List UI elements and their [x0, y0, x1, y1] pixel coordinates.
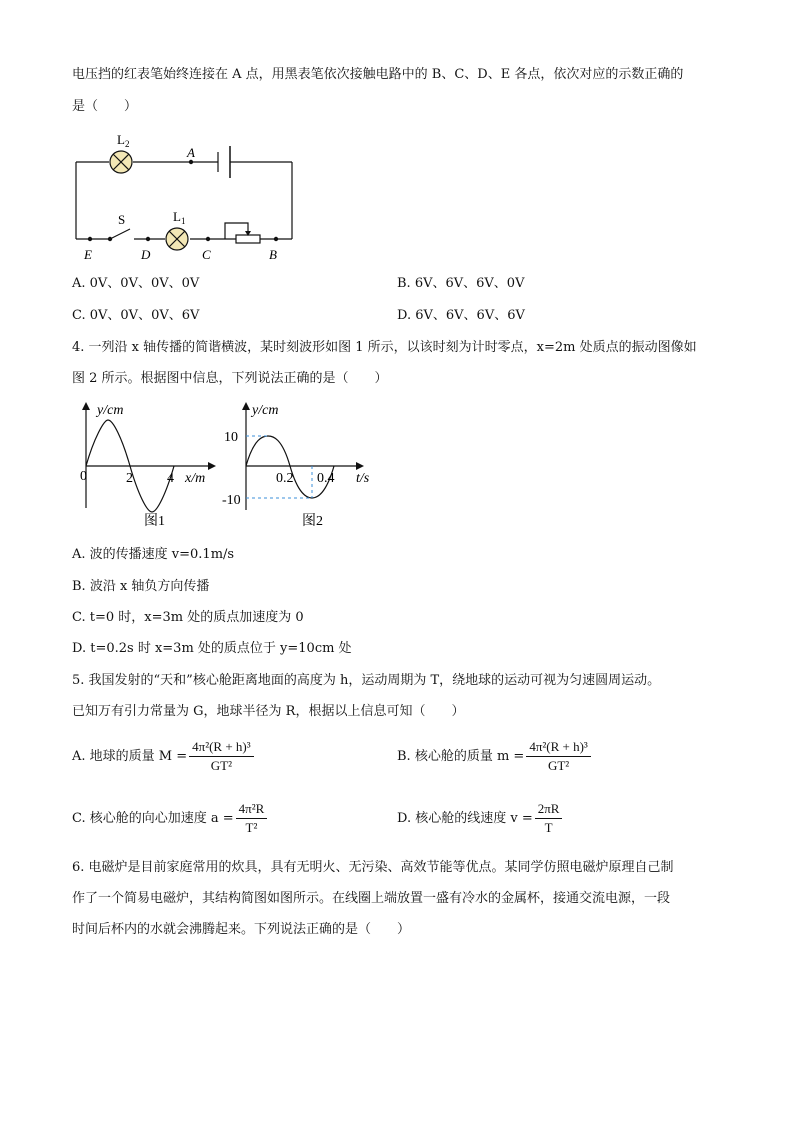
q6-line1: 6. 电磁炉是目前家庭常用的炊具，具有无明火、无污染、高效节能等优点。某同学仿照电磁炉原理自己制 — [72, 860, 674, 875]
fig2-ylabel: y/cm — [252, 403, 279, 418]
q4-option-a: A. 波的传播速度 v=0.1m/s — [72, 547, 235, 562]
q6-line2: 作了一个简易电磁炉，其结构简图如图所示。在线圈上端放置一盛有冷水的金属杯，接通交流电源，一段 — [72, 891, 671, 906]
label-S: S — [118, 212, 126, 227]
q5-option-b: B. 核心舱的质量 m = $\frac{\text{4π²(R + h)³}}{\text{GT²}}$ — [397, 738, 593, 775]
q4-option-d: D. t=0.2s 时 x=3m 处的质点位于 y=10cm 处 — [72, 641, 352, 656]
q6-line3: 时间后杯内的水就会沸腾起来。下列说法正确的是（ ） — [72, 922, 411, 937]
lamp-L1 — [166, 228, 188, 250]
q5-option-a: A. 地球的质量 M = $\frac{\text{4π²(R + h)³}}{\text{GT²}}$ — [72, 738, 256, 775]
q4-option-c: C. t=0 时，x=3m 处的质点加速度为 0 — [72, 610, 304, 625]
label-C: C — [202, 247, 211, 262]
lamp-L2 — [110, 151, 132, 173]
q3-option-b: B. 6V、6V、6V、0V — [397, 276, 525, 291]
fig2-caption: 图2 — [302, 514, 323, 529]
q5-b-denominator: GT² — [547, 758, 570, 773]
q3-stem-line2: 是（ ） — [72, 99, 138, 114]
q4-option-b: B. 波沿 x 轴负方向传播 — [72, 579, 210, 594]
fig1-ylabel: y/cm — [97, 403, 124, 418]
q4-stem-line1: 4. 一列沿 x 轴传播的简谐横波，某时刻波形如图 1 所示，以该时刻为计时零点，x=2m 处质点的振动图像如 — [72, 340, 697, 355]
q5-option-c: C. 核心舱的向心加速度 a = $\frac{\text{4π²R}}{\text{T²}}$ — [72, 800, 269, 837]
circuit-diagram — [70, 128, 310, 268]
q3-stem-line1: 电压挡的红表笔始终连接在 A 点，用黑表笔依次接触电路中的 B、C、D、E 各点，依次对应的示数正确的 — [72, 67, 684, 82]
fig1-tick-0: 0 — [80, 469, 87, 484]
q3-option-d: D. 6V、6V、6V、6V — [397, 308, 525, 323]
wave-figure-1 — [72, 398, 222, 533]
fig2-tick-0.2: 0.2 — [276, 471, 294, 486]
q5-d-denominator: T — [544, 820, 553, 835]
q5-stem-line1: 5. 我国发射的“天和”核心舱距离地面的高度为 h，运动周期为 T，绕地球的运动可视为匀速圆周运动。 — [72, 673, 661, 688]
fig2-xlabel: t/s — [356, 471, 370, 486]
fig2-tick-0.4: 0.4 — [317, 471, 335, 486]
fig1-tick-2: 2 — [126, 471, 133, 486]
vibration-figure-2 — [222, 398, 382, 533]
fig2-ymax: 10 — [224, 430, 238, 445]
q5-stem-line2: 已知万有引力常量为 G，地球半径为 R，根据以上信息可知（ ） — [72, 704, 465, 719]
q5-c-numerator: 4π²R — [236, 800, 268, 819]
q5-option-d: D. 核心舱的线速度 v = $\frac{2\pi R}{T}$ — [397, 800, 564, 837]
label-E: E — [84, 247, 92, 262]
fig1-caption: 图1 — [144, 514, 165, 529]
q5-a-numerator: 4π²(R + h)³ — [189, 738, 254, 757]
label-B: B — [269, 247, 277, 262]
label-L1: $L_1$ — [173, 209, 186, 226]
q3-option-a: A. 0V、0V、0V、0V — [72, 276, 200, 291]
label-L2: $L_2$ — [117, 132, 130, 149]
q4-stem-line2: 图 2 所示。根据图中信息，下列说法正确的是（ ） — [72, 371, 388, 386]
q5-b-numerator: 4π²(R + h)³ — [526, 738, 591, 757]
q5-c-denominator: T² — [245, 820, 258, 835]
label-A: A — [187, 145, 195, 160]
q5-d-numerator: 2πR — [535, 800, 563, 819]
fig1-tick-4: 4 — [167, 471, 174, 486]
label-D: D — [141, 247, 151, 262]
q5-a-denominator: GT² — [210, 758, 232, 773]
q3-option-c: C. 0V、0V、0V、6V — [72, 308, 200, 323]
fig1-xlabel: x/m — [185, 471, 206, 486]
fig2-ymin: -10 — [222, 493, 241, 508]
